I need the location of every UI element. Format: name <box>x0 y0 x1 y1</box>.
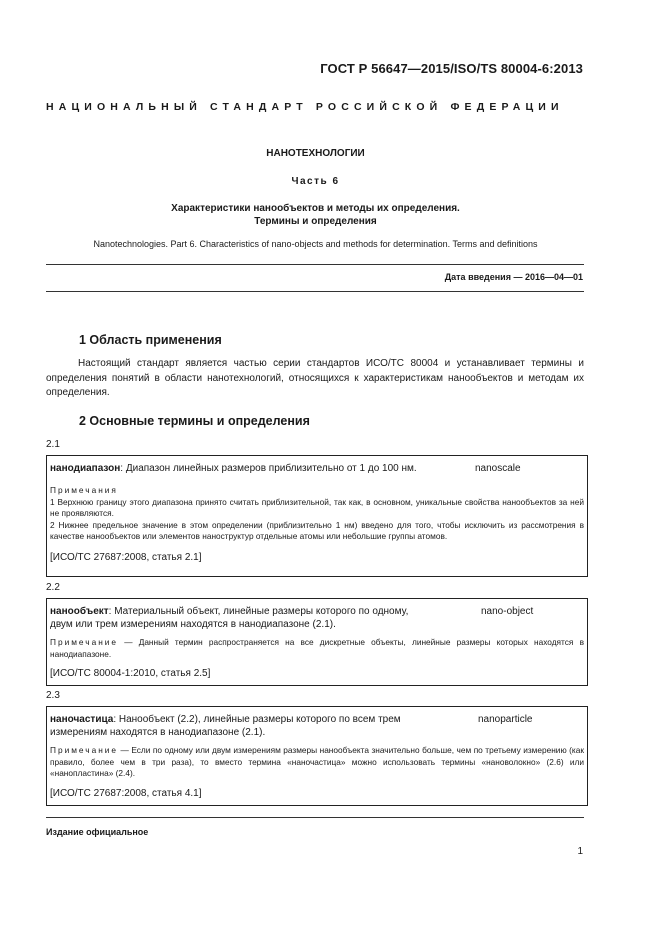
note-dash: — <box>118 637 139 647</box>
term-english: nanoscale <box>475 463 521 474</box>
official-edition-label: Издание официальное <box>46 827 149 837</box>
term-definition <box>50 462 584 475</box>
note-item: 2 Нижнее предельное значение в этом определении (приблизительно 1 нм) введено для того, чтобы исключить из рассмотрения в качестве нанообъектов или элементов наноструктур отдельные атомы или небольшие группы атомов. <box>50 519 584 541</box>
term-source: [ИСО/ТС 80004-1:2010, статья 2.5] <box>50 668 211 679</box>
term-name: наночастица <box>50 714 114 725</box>
page-number: 1 <box>577 846 583 857</box>
term-definition-line-2: измерениям находятся в нанодиапазоне (2.1). <box>50 727 266 738</box>
term-definition-text: : Диапазон линейных размеров приблизительно от 1 до 100 нм. <box>120 463 417 474</box>
term-definition <box>50 605 584 618</box>
term-source: [ИСО/ТС 27687:2008, статья 2.1] <box>50 551 202 563</box>
note-label: Примечание <box>50 637 119 647</box>
document-code: ГОСТ Р 56647—2015/ISO/TS 80004-6:2013 <box>320 61 583 76</box>
note-item: 1 Верхнюю границу этого диапазона принято считать приблизительной, так как, в основном, уникальные свойства нанообъектов за ней не проявляются. <box>50 496 584 518</box>
national-standard-heading: НАЦИОНАЛЬНЫЙ СТАНДАРТ РОССИЙСКОЙ ФЕДЕРАЦИИ <box>46 101 564 113</box>
term-number: 2.2 <box>46 582 60 593</box>
term-source: [ИСО/ТС 27687:2008, статья 4.1] <box>50 787 202 799</box>
term-notes <box>50 485 584 543</box>
document-title: НАНОТЕХНОЛОГИИ <box>266 148 365 159</box>
document-subtitle <box>0 202 631 228</box>
note-label: Примечание <box>50 745 119 755</box>
term-note <box>50 637 584 660</box>
term-box-nanoscale <box>46 455 588 577</box>
document-part: Часть 6 <box>291 176 340 187</box>
note-label: Примечания <box>50 485 118 495</box>
term-definition-text: : Материальный объект, линейные размеры которого по одному, <box>108 606 409 617</box>
term-number: 2.1 <box>46 439 60 450</box>
term-definition-line-2: двум или трем измерениям находятся в нанодиапазоне (2.1). <box>50 619 336 630</box>
term-name: нанообъект <box>50 606 109 617</box>
term-name: нанодиапазон <box>50 463 121 474</box>
note-dash: — <box>118 745 132 755</box>
term-box-nanoparticle <box>46 706 588 806</box>
section-2-heading: 2 Основные термины и определения <box>79 414 310 428</box>
term-definition <box>50 713 584 726</box>
term-box-nano-object <box>46 598 588 686</box>
subtitle-line-2: Термины и определения <box>254 216 377 227</box>
introduction-date: Дата введения — 2016—04—01 <box>444 272 583 282</box>
english-title: Nanotechnologies. Part 6. Characteristics of nano-objects and methods for determination. Terms and definitions <box>93 239 538 249</box>
term-english: nano-object <box>481 606 534 617</box>
term-definition-text: : Нанообъект (2.2), линейные размеры которого по всем трем <box>113 714 401 725</box>
section-1-heading: 1 Область применения <box>79 333 222 347</box>
section-1-text: Настоящий стандарт является частью серии стандартов ИСО/ТС 80004 и устанавливает термины и определения понятий в области нанотехнологий, относящихся к характеристикам нанообъектов и методам их определения. <box>46 358 584 398</box>
title-divider-bottom <box>46 291 584 292</box>
subtitle-line-1: Характеристики нанообъектов и методы их определения. <box>171 203 460 214</box>
term-note <box>50 745 584 780</box>
term-number: 2.3 <box>46 690 60 701</box>
title-divider-top <box>46 264 584 265</box>
note-item: Если по одному или двум измерениям размеры нанообъекта значительно больше, чем по третьему измерению (как правило, более чем в три раза), то вместо термина «наночастица» можно использовать термины «нановолокно» (2.6) или «нанопластина» (2.4). <box>50 745 584 778</box>
term-english: nanoparticle <box>478 714 533 725</box>
note-item: Данный термин распространяется на все дискретные объекты, линейные размеры которых находятся в нанодиапазоне. <box>50 637 584 659</box>
footer-divider <box>46 817 584 818</box>
